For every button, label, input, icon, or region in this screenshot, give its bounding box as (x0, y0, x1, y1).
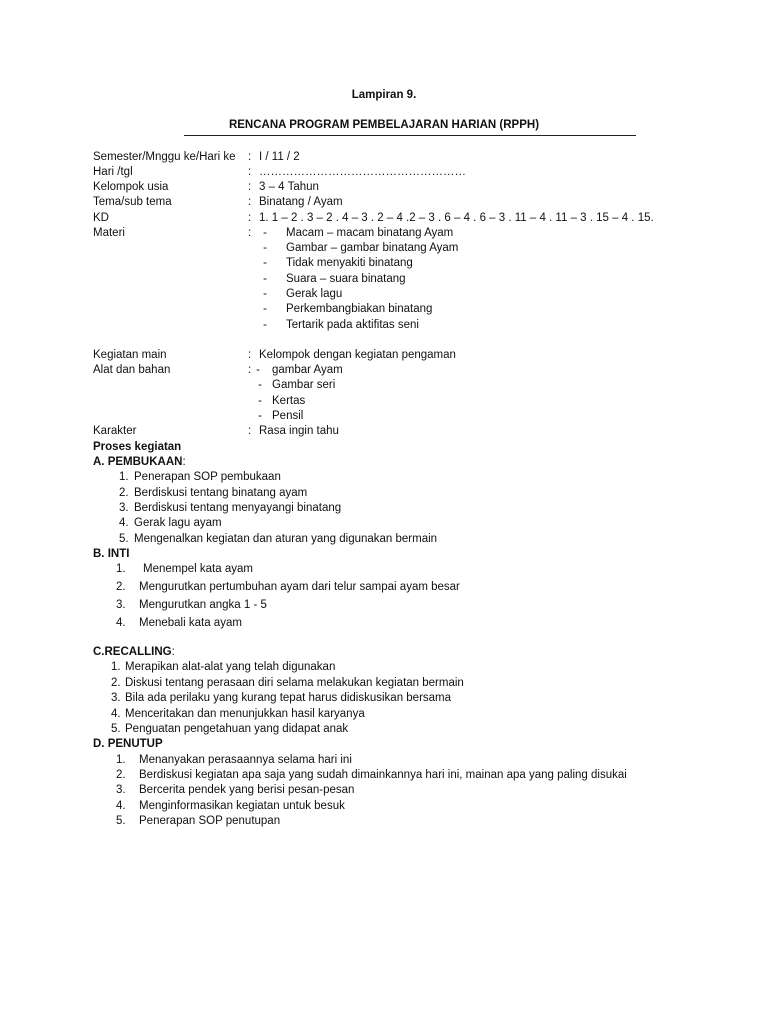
inti-item: Menebali kata ayam (139, 617, 242, 629)
recalling-heading-text: C.RECALLING (93, 646, 172, 658)
dash: - (263, 257, 267, 269)
tema-label: Tema/sub tema (93, 196, 172, 208)
pembukaan-heading-text: A. PEMBUKAAN (93, 456, 183, 468)
materi-item: Perkembangbiakan binatang (286, 303, 433, 315)
list-number: 3. (116, 784, 126, 796)
colon: : (248, 166, 252, 178)
karakter-label: Karakter (93, 425, 137, 437)
dash: - (263, 288, 267, 300)
hari-label: Hari /tgl (93, 166, 133, 178)
kegiatan-main-value: Kelompok dengan kegiatan pengaman (259, 349, 456, 361)
penutup-item: Menanyakan perasaannya selama hari ini (139, 754, 352, 766)
semester-value: I / 11 / 2 (259, 151, 300, 163)
colon: : (248, 196, 252, 208)
dash: - (256, 364, 260, 376)
dash: - (263, 242, 267, 254)
pembukaan-item: Berdiskusi tentang menyayangi binatang (134, 502, 342, 514)
penutup-item: Menginformasikan kegiatan untuk besuk (139, 800, 345, 812)
list-number: 4. (119, 517, 129, 529)
document-title: RENCANA PROGRAM PEMBELAJARAN HARIAN (RPPH) (228, 119, 540, 131)
semester-label: Semester/Mnggu ke/Hari ke (93, 151, 236, 163)
tema-value: Binatang / Ayam (259, 196, 343, 208)
colon: : (171, 646, 175, 658)
pembukaan-item: Gerak lagu ayam (134, 517, 222, 529)
list-number: 1. (116, 563, 126, 575)
dash: - (263, 227, 267, 239)
recalling-heading (93, 646, 175, 658)
colon: : (248, 425, 252, 437)
inti-item: Mengurutkan pertumbuhan ayam dari telur sampai ayam besar (139, 581, 460, 593)
kd-label: KD (93, 212, 109, 224)
list-number: 4. (111, 708, 121, 720)
colon: : (248, 364, 252, 376)
colon: : (248, 349, 252, 361)
alat-item: Gambar seri (272, 379, 336, 391)
materi-label: Materi (93, 227, 125, 239)
inti-item: Menempel kata ayam (143, 563, 253, 575)
colon: : (248, 212, 252, 224)
inti-item: Mengurutkan angka 1 - 5 (139, 599, 267, 611)
alat-item: Kertas (272, 395, 306, 407)
recalling-item: Merapikan alat-alat yang telah digunakan (125, 661, 336, 673)
materi-item: Tertarik pada aktifitas seni (286, 319, 419, 331)
list-number: 2. (111, 677, 121, 689)
colon: : (248, 151, 252, 163)
proses-heading: Proses kegiatan (93, 441, 182, 453)
list-number: 1. (116, 754, 126, 766)
dash: - (263, 273, 267, 285)
list-number: 5. (111, 723, 121, 735)
pembukaan-item: Penerapan SOP pembukaan (134, 471, 281, 483)
pembukaan-heading (93, 456, 186, 468)
kegiatan-main-label: Kegiatan main (93, 349, 167, 361)
list-number: 2. (116, 581, 126, 593)
pembukaan-item: Berdiskusi tentang binatang ayam (134, 487, 308, 499)
materi-item: Gambar – gambar binatang Ayam (286, 242, 459, 254)
dash: - (258, 379, 262, 391)
penutup-item: Berdiskusi kegiatan apa saja yang sudah dimainkannya hari ini, mainan apa yang paling disukai (139, 769, 627, 781)
list-number: 3. (111, 692, 121, 704)
alat-item: Pensil (272, 410, 304, 422)
list-number: 3. (116, 599, 126, 611)
colon: : (182, 456, 186, 468)
dash: - (263, 303, 267, 315)
kd-value: 1. 1 – 2 . 3 – 2 . 4 – 3 . 2 – 4 .2 – 3 . 6 – 4 . 6 – 3 . 11 – 4 . 11 – 3 . 15 – 4 . 15. (259, 212, 654, 224)
colon: : (248, 227, 252, 239)
list-number: 4. (116, 617, 126, 629)
attachment-label: Lampiran 9. (351, 89, 417, 101)
dash: - (258, 395, 262, 407)
penutup-item: Penerapan SOP penutupan (139, 815, 281, 827)
dash: - (258, 410, 262, 422)
penutup-item: Bercerita pendek yang berisi pesan-pesan (139, 784, 355, 796)
materi-item: Macam – macam binatang Ayam (286, 227, 454, 239)
karakter-value: Rasa ingin tahu (259, 425, 339, 437)
list-number: 5. (116, 815, 126, 827)
recalling-item: Penguatan pengetahuan yang didapat anak (125, 723, 349, 735)
list-number: 3. (119, 502, 129, 514)
colon: : (248, 181, 252, 193)
list-number: 5. (119, 533, 129, 545)
list-number: 1. (119, 471, 129, 483)
list-number: 4. (116, 800, 126, 812)
recalling-item: Bila ada perilaku yang kurang tepat harus didiskusikan bersama (125, 692, 452, 704)
penutup-heading: D. PENUTUP (93, 738, 163, 750)
recalling-item: Diskusi tentang perasaan diri selama melakukan kegiatan bermain (125, 677, 464, 689)
materi-item: Gerak lagu (286, 288, 343, 300)
list-number: 1. (111, 661, 121, 673)
pembukaan-item: Mengenalkan kegiatan dan aturan yang digunakan bermain (134, 533, 438, 545)
recalling-item: Menceritakan dan menunjukkan hasil karyanya (125, 708, 365, 720)
alat-label: Alat dan bahan (93, 364, 171, 376)
materi-item: Suara – suara binatang (286, 273, 406, 285)
list-number: 2. (116, 769, 126, 781)
dash: - (263, 319, 267, 331)
hari-value: ……………………………………………… (259, 166, 466, 178)
materi-item: Tidak menyakiti binatang (286, 257, 413, 269)
title-underline (184, 135, 636, 136)
alat-item: gambar Ayam (272, 364, 343, 376)
list-number: 2. (119, 487, 129, 499)
inti-heading: B. INTI (93, 548, 130, 560)
kelompok-label: Kelompok usia (93, 181, 169, 193)
kelompok-value: 3 – 4 Tahun (259, 181, 319, 193)
